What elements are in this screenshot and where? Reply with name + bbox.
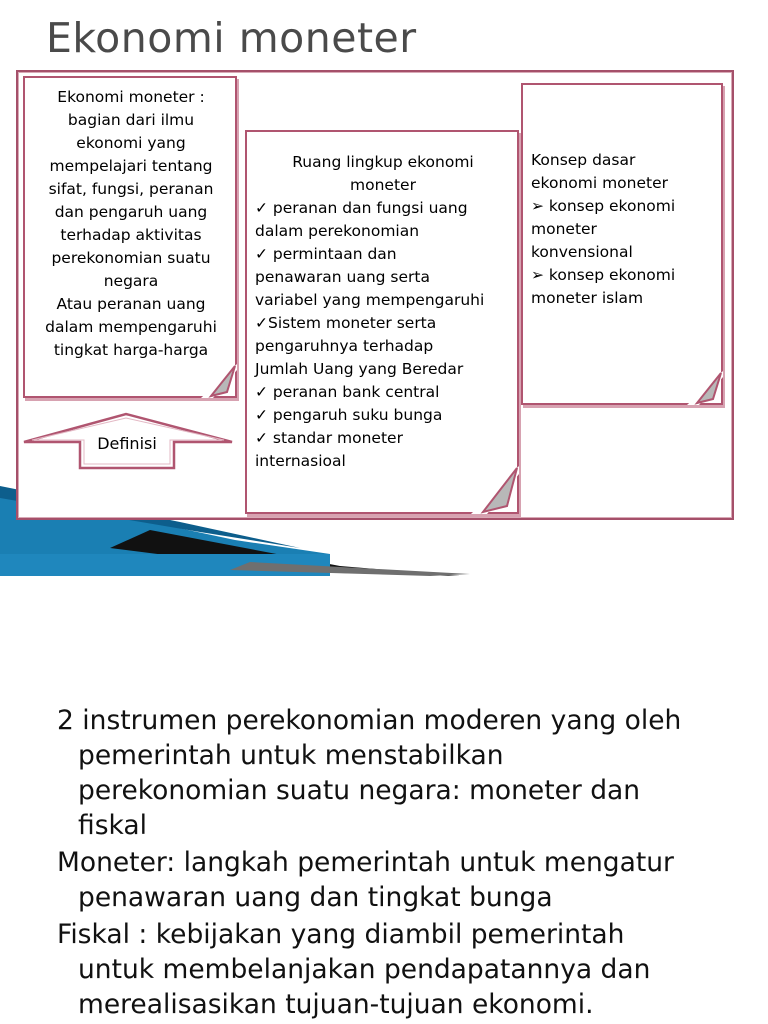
definition-note [23,76,237,398]
scope-line: variabel yang mempengaruhi [255,291,485,309]
definition-text [31,86,231,362]
paragraph-line: Fiskal : kebijakan yang diambil pemerintah [57,919,625,950]
arrow-label: Definisi [97,434,157,453]
body-text [57,703,757,1024]
concept-line: Konsep dasar [531,151,636,169]
definition-line: ekonomi yang [76,134,186,152]
definition-line: perekonomian suatu [51,249,211,267]
scope-note [245,130,519,514]
page-curl-icon [471,466,519,514]
concept-line: konvensional [531,243,633,261]
paragraph-line: 2 instrumen perekonomian moderen yang oleh [57,705,682,736]
scope-line: ✓Sistem moneter serta [255,314,437,332]
paragraph-line: merealisasikan tujuan-tujuan ekonomi. [78,989,594,1020]
concept-line: ➢ konsep ekonomi [531,266,676,284]
page-curl-icon [201,364,237,398]
definition-line: mempelajari tentang [49,157,213,175]
scope-line: ✓ standar moneter [255,429,403,447]
scope-line: pengaruhnya terhadap [255,337,434,355]
definition-line: dalam mempengaruhi [45,318,217,336]
paragraph-line: Moneter: langkah pemerintah untuk mengatur [57,847,674,878]
concept-note [521,83,723,405]
definition-line: Ekonomi moneter : [57,88,205,106]
paragraph-instruments [57,703,757,843]
definition-line: dan pengaruh uang [54,203,208,221]
definition-line: terhadap aktivitas [60,226,202,244]
scope-line: ✓ peranan dan fungsi uang [255,199,468,217]
definition-line: Atau peranan uang [56,295,206,313]
definition-line: negara [103,272,159,290]
scope-line: ✓ permintaan dan [255,245,397,263]
scope-line: penawaran uang serta [255,268,430,286]
definition-line: sifat, fungsi, peranan [48,180,214,198]
paragraph-line: pemerintah untuk menstabilkan [78,740,504,771]
scope-line: internasioal [255,452,346,470]
scope-line: Jumlah Uang yang Beredar [255,360,464,378]
concept-text [531,149,717,310]
paragraph-line: penawaran uang dan tingkat bunga [78,882,553,913]
scope-heading: moneter [350,176,416,194]
paragraph-monetary [57,845,757,915]
concept-line: ➢ konsep ekonomi [531,197,676,215]
concept-line: moneter [531,220,597,238]
page-curl-icon [687,371,723,405]
scope-text [255,151,511,473]
scope-heading: Ruang lingkup ekonomi [292,153,474,171]
concept-line: ekonomi moneter [531,174,669,192]
definition-line: tingkat harga-harga [53,341,209,359]
definition-line: bagian dari ilmu [67,111,195,129]
paragraph-line: untuk membelanjakan pendapatannya dan [78,954,651,985]
paragraph-line: perekonomian suatu negara: moneter dan [78,775,641,806]
scope-line: dalam perekonomian [255,222,420,240]
slide-title: Ekonomi moneter [46,14,417,62]
scope-line: ✓ peranan bank central [255,383,440,401]
concept-line: moneter islam [531,289,644,307]
paragraph-line: fiskal [78,810,147,841]
paragraph-fiscal [57,917,757,1022]
scope-line: ✓ pengaruh suku bunga [255,406,443,424]
